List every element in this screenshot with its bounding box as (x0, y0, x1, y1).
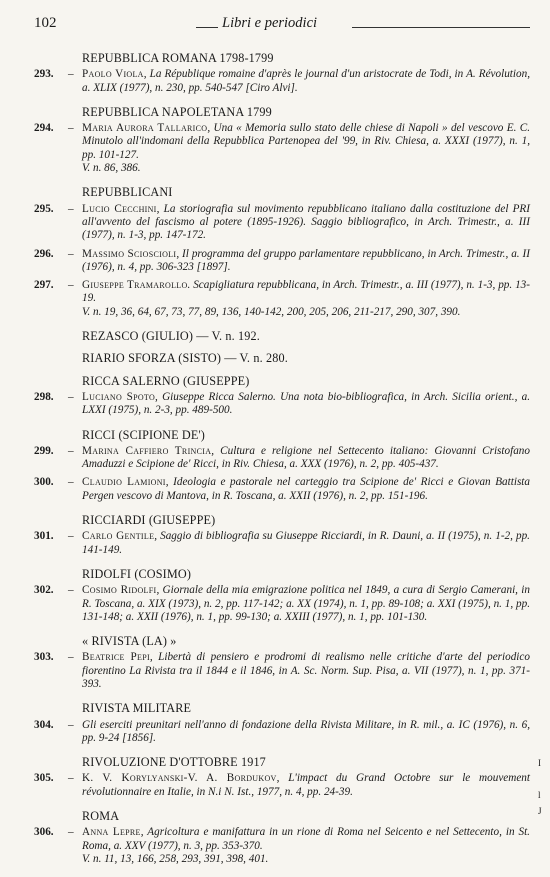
entry-body (82, 584, 530, 624)
section-heading: RIARIO SFORZA (SISTO) — V. n. 280. (82, 351, 288, 366)
entry-dash: – (68, 202, 74, 215)
page-number: 102 (34, 15, 57, 31)
bibliography-entry (34, 122, 530, 175)
section-heading: RICCIARDI (GIUSEPPE) (82, 513, 216, 528)
entry-body (82, 248, 530, 275)
entry-dash: – (68, 826, 74, 839)
entry-number: 299. (34, 444, 54, 457)
bibliography-entry (34, 476, 530, 503)
section-heading: REPUBBLICANI (82, 185, 173, 200)
entry-text: Gli eserciti preunitari nell'anno di fondazione della Rivista Militare, in R. mil., a. IC (1976), n. 6, pp. 9-24 [1856]. (82, 718, 530, 744)
section-heading: RICCI (SCIPIONE DE') (82, 427, 206, 442)
entry-number: 295. (34, 202, 54, 215)
page-header (34, 17, 528, 37)
section-heading: REPUBBLICA NAPOLETANA 1799 (82, 104, 272, 119)
bibliography-entry (34, 248, 530, 275)
entry-text: , Giuseppe Ricca Salerno. Una nota bio-bibliografica, in Arch. Sicilia orient., a. LXXI (1975), n. 2-3, pp. 489-500. (82, 390, 531, 417)
entry-body (82, 772, 530, 799)
entry-text: , La storiografia sul movimento repubblicano italiano dalla costituzione del PRI all'avvento del fascismo al potere (1895-1926). Saggio bibliografico, in Arch. Trimestr., a. III (1977), n. 1-3, pp. 147-172. (82, 202, 530, 242)
cross-reference: V. n. 11, 13, 166, 258, 293, 391, 398, 401. (82, 852, 269, 865)
entry-dash: – (68, 772, 74, 785)
bibliography-entry (34, 772, 530, 799)
entry-dash: – (68, 390, 74, 403)
entry-number: 296. (34, 247, 54, 260)
entry-body (82, 476, 530, 503)
entry-number: 304. (34, 718, 54, 731)
entry-number: 300. (34, 476, 54, 489)
entry-dash: – (68, 530, 74, 543)
entry-number: 298. (34, 390, 54, 403)
entry-text: , Giornale della mia emigrazione politica nel 1849, a cura di Sergio Camerani, in R. Toscana, a. XIX (1973), n. 2, pp. 117-142; a. XX (1974), n. 1, pp. 89-108; a. XXI (1975), n. 1, pp. 131-148; a. XXII (1976), n. 1, pp. 99-130; a. XXIII (1977), n. 1, pp. 101-130. (82, 584, 530, 623)
entry-dash: – (68, 279, 74, 292)
entry-text: , L'impact du Grand Octobre sur le mouvement révolutionnaire en Italie, in N.i N. Ist., 1977, n. 4, pp. 24-39. (82, 772, 531, 798)
entry-text: , La République romaine d'après le journal d'un aristocrate de Todi, in A. Révolution, a. XLIX (1977), n. 230, pp. 540-547 [Ciro Alvi]. (82, 68, 530, 94)
entry-dash: – (68, 122, 74, 135)
entry-body (82, 530, 530, 557)
entry-number: 302. (34, 584, 54, 597)
entry-body (82, 122, 530, 162)
entry-body (82, 719, 530, 746)
section-heading: REZASCO (GIULIO) — V. n. 192. (82, 329, 260, 344)
bibliography-entry (34, 584, 530, 624)
section-heading: ROMA (82, 809, 120, 824)
header-rule-right (352, 27, 530, 28)
entry-author: K. V. Koryly​anski-V. A. Bordukov (82, 772, 277, 785)
entry-body (82, 651, 530, 691)
entry-number: 294. (34, 122, 54, 135)
entry-text: , Libertà di pensiero e prodromi di realismo nelle critiche d'arte del periodico fiorentino La Rivista tra il 1844 e il 1846, in A. Sc. Norm. Sup. Pisa, a. VII (1977), n. 1, pp. 371-393. (82, 651, 530, 690)
cross-reference: V. n. 86, 386. (82, 162, 141, 175)
entry-body (82, 391, 530, 418)
entry-dash: – (68, 247, 74, 260)
section-heading: RIVISTA MILITARE (82, 701, 192, 716)
section-heading: RIVOLUZIONE D'OTTOBRE 1917 (82, 755, 266, 770)
entry-text: , Cultura e religione nel Settecento italiano: Giovanni Cristofano Amaduzzi e Scipione de' Ricci, in Riv. Chiesa, a. XXX (1976), n. 2, pp. 405-437. (82, 444, 530, 471)
entry-body (82, 203, 530, 243)
entry-author: Massimo Scioscioli (82, 247, 177, 260)
entry-author: Maria Aurora Tallarico (82, 122, 208, 135)
entry-body (82, 445, 530, 472)
entry-body (82, 279, 530, 306)
bibliography-entry (34, 826, 530, 866)
entry-dash: – (68, 718, 74, 731)
entry-author: Anna Lepre (82, 826, 141, 839)
bibliography-entry (34, 68, 530, 95)
entry-text: , Ideologia e pastorale nel carteggio tra Scipione de' Ricci e Giovan Battista Pergen vescovo di Mantova, in R. Toscana, a. XXII (1976), n. 2, pp. 151-196. (82, 476, 530, 502)
entry-text: , Saggio di bibliografia su Giuseppe Ricciardi, in R. Dauni, a. II (1975), n. 1-2, pp. 141-149. (82, 530, 530, 556)
entry-body (82, 68, 530, 95)
entry-dash: – (68, 584, 74, 597)
entry-number: 297. (34, 279, 54, 292)
margin-mark: J (538, 806, 542, 816)
entry-dash: – (68, 68, 74, 81)
section-spacer (34, 871, 530, 877)
entry-author: Giuseppe Tramarollo (82, 279, 188, 292)
bibliography-entry (34, 651, 530, 691)
entry-author: Beatrice Pepi (82, 651, 150, 664)
entry-dash: – (68, 444, 74, 457)
bibliography-body (34, 52, 530, 877)
entry-text: . Scapigliatura repubblicana, in Arch. Trimestr., a. III (1977), n. 1-3, pp. 13-19. (82, 279, 530, 305)
entry-dash: – (68, 651, 74, 664)
section-heading: RICCA SALERNO (GIUSEPPE) (82, 373, 250, 388)
entry-text: , Il programma del gruppo parlamentare repubblicano, in Arch. Trimestr., a. II (1976), n. 4, pp. 306-323 [1897]. (82, 247, 530, 273)
bibliography-entry (34, 279, 530, 319)
entry-author: Cosimo Ridolfi (82, 584, 157, 597)
bibliography-entry (34, 445, 530, 472)
entry-number: 306. (34, 826, 54, 839)
entry-text: , Agricoltura e manifattura in un rione di Roma nel Seicento e nel Settecento, in St. Roma, a. XXV (1977), n. 3, pp. 353-370. (82, 826, 530, 852)
entry-author: Claudio Lamioni (82, 476, 166, 489)
entry-number: 293. (34, 68, 54, 81)
bibliography-entry (34, 203, 530, 243)
entry-text: , Una « Memoria sullo stato delle chiese di Napoli » del vescovo E. C. Minutolo all'indomani della Repubblica Partenopea del '99, in Riv. Chiesa, a. XXXI (1977), n. 1, pp. 101-127. (82, 122, 530, 161)
section-heading: « RIVISTA (LA) » (82, 634, 177, 649)
entry-author: Paolo Viola (82, 68, 144, 81)
entry-author: Marina Caffiero Trincia (82, 444, 212, 457)
section-heading: RIDOLFI (COSIMO) (82, 566, 192, 581)
entry-number: 301. (34, 530, 54, 543)
entry-number: 305. (34, 772, 54, 785)
bibliography-entry (34, 391, 530, 418)
running-title: Libri e periodici (222, 15, 318, 31)
margin-mark: I (538, 758, 541, 768)
margin-mark: l (538, 790, 541, 800)
header-rule-left (196, 27, 218, 28)
section-heading: REPUBBLICA ROMANA 1798-1799 (82, 51, 274, 65)
entry-author: Luciano Spoto (82, 390, 156, 403)
bibliography-entry (34, 719, 530, 746)
entry-author: Carlo Gentile (82, 530, 155, 543)
entry-body (82, 826, 530, 853)
bibliography-entry (34, 530, 530, 557)
entry-dash: – (68, 476, 74, 489)
entry-number: 303. (34, 651, 54, 664)
cross-reference: V. n. 19, 36, 64, 67, 73, 77, 89, 136, 140-142, 200, 205, 206, 211-217, 290, 307, 390. (82, 305, 461, 318)
entry-author: Lucio Cecchini (82, 202, 157, 215)
